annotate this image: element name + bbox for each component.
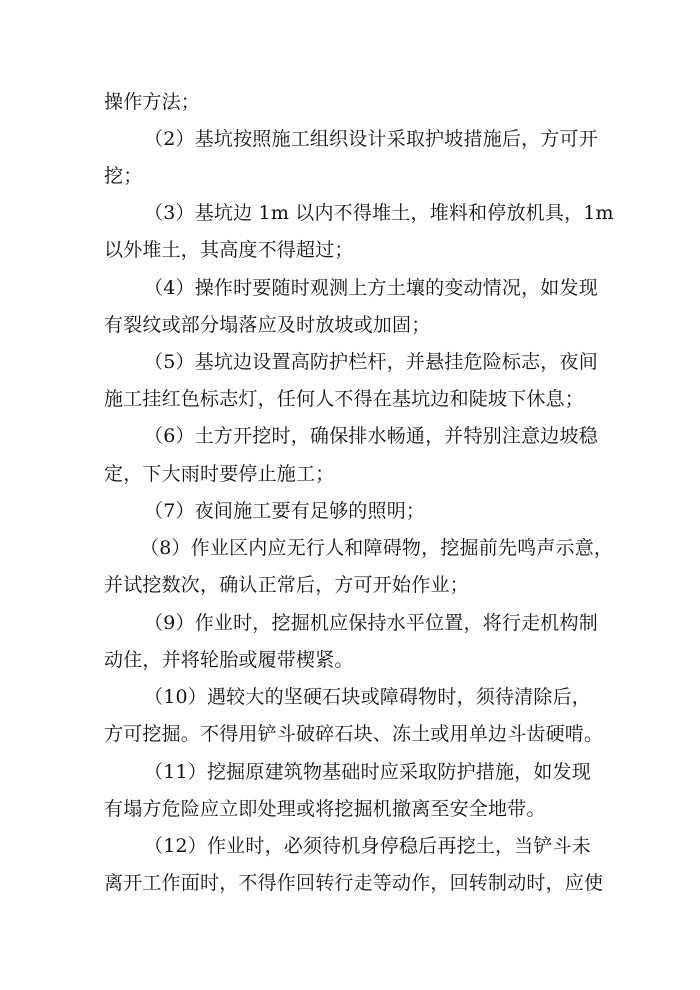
text-line-13: （8）作业区内应无行人和障碍物，挖掘前先鸣声示意， [140,537,614,559]
text-line-22: 离开工作面时，不得作回转行走等动作，回转制动时，应使 [104,872,604,894]
text-line-10: （6）土方开挖时，确保排水畅通，并特别注意边坡稳 [144,425,598,447]
text-line-11: 定，下大雨时要停止施工； [104,463,335,485]
text-line-4: （3）基坑边 1m 以内不得堆土，堆料和停放机具，1m [144,202,614,224]
text-line-2: （2）基坑按照施工组织设计采取护坡措施后，方可开 [144,128,598,150]
text-line-21: （12）作业时，必须待机身停稳后再挖土，当铲斗未 [144,835,591,857]
text-line-9: 施工挂红色标志灯，任何人不得在基坑边和陡坡下休息； [104,388,585,410]
text-line-17: （10）遇较大的坚硬石块或障碍物时，须待清除后， [144,686,591,708]
text-line-18: 方可挖掘。不得用铲斗破碎石块、冻土或用单边斗齿硬啃。 [104,723,604,745]
text-line-19: （11）挖掘原建筑物基础时应采取防护措施，如发现 [144,761,591,783]
text-line-6: （4）操作时要随时观测上方土壤的变动情况，如发现 [144,277,598,299]
text-line-20: 有塌方危险应立即处理或将挖掘机撤离至安全地带。 [104,798,546,820]
text-line-16: 动住，并将轮胎或履带楔紧。 [104,649,354,671]
text-line-5: 以外堆土，其高度不得超过； [104,239,354,261]
text-line-1: 操作方法； [104,91,201,113]
text-line-14: 并试挖数次，确认正常后，方可开始作业； [104,574,469,596]
text-line-15: （9）作业时，挖掘机应保持水平位置，将行走机构制 [144,612,598,634]
text-line-7: 有裂纹或部分塌落应及时放坡或加固； [104,314,431,336]
text-line-12: （7）夜间施工要有足够的照明； [144,500,426,522]
text-line-8: （5）基坑边设置高防护栏杆，并悬挂危险标志，夜间 [144,351,598,373]
text-line-3: 挖； [104,165,143,187]
